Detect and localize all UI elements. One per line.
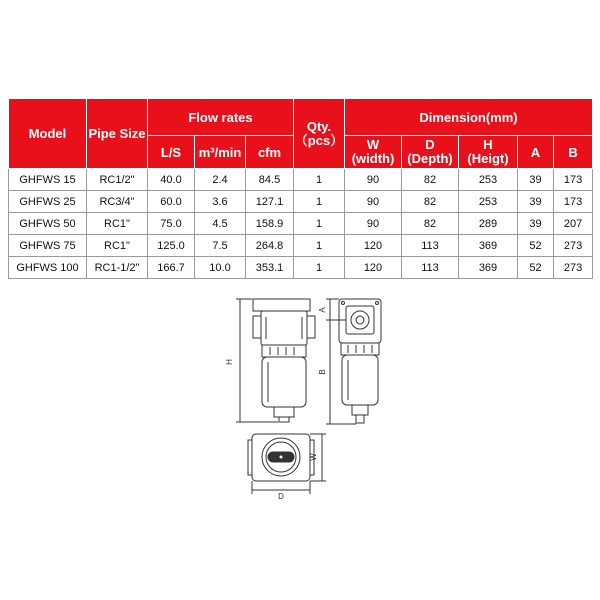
cell-w: 120	[345, 257, 402, 279]
header-flow-rates: Flow rates	[148, 99, 294, 136]
top-view-left-port	[248, 440, 252, 475]
header-ls: L/S	[148, 136, 195, 169]
cell-cfm: 264.8	[246, 235, 294, 257]
d-dimension-label: D	[278, 492, 284, 501]
cell-cfm: 353.1	[246, 257, 294, 279]
front-view-top-cap	[253, 299, 310, 311]
cell-w: 90	[345, 191, 402, 213]
header-model: Model	[9, 99, 87, 169]
cell-cfm: 158.9	[246, 213, 294, 235]
side-view-bowl	[342, 355, 378, 405]
cell-w: 90	[345, 169, 402, 191]
cell-pipe: RC3/4"	[87, 191, 148, 213]
cell-a: 39	[518, 169, 554, 191]
header-cfm: cfm	[246, 136, 294, 169]
side-view-drain-valve	[356, 415, 364, 423]
cell-pipe: RC1-1/2"	[87, 257, 148, 279]
cell-d: 82	[402, 191, 459, 213]
cell-qty: 1	[294, 169, 345, 191]
header-dimension: Dimension(mm)	[345, 99, 593, 136]
side-view-port-hole	[356, 316, 364, 324]
cell-model: GHFWS 100	[9, 257, 87, 279]
front-view-left-port	[253, 316, 261, 338]
header-a: A	[518, 136, 554, 169]
cell-h: 289	[459, 213, 518, 235]
cell-b: 173	[554, 169, 593, 191]
cell-model: GHFWS 25	[9, 191, 87, 213]
side-view-collar	[341, 343, 379, 355]
header-d-line1: D	[425, 137, 435, 152]
side-view-collar-ribs	[348, 345, 372, 353]
header-h-line1: H	[483, 137, 493, 152]
header-qty-line1: Qty.	[306, 118, 332, 134]
side-view-bolt	[342, 302, 345, 305]
cell-qty: 1	[294, 213, 345, 235]
front-view-drain	[274, 407, 294, 417]
cell-b: 173	[554, 191, 593, 213]
header-d-line2: (Depth)	[407, 151, 453, 166]
cell-b: 273	[554, 257, 593, 279]
cell-a: 52	[518, 257, 554, 279]
cell-m3: 4.5	[195, 213, 246, 235]
front-view-bowl	[262, 357, 306, 407]
h-dimension-label: H	[225, 359, 234, 365]
cell-a: 39	[518, 213, 554, 235]
header-w-line1: W	[366, 137, 380, 152]
cell-h: 253	[459, 169, 518, 191]
w-dimension-label: W	[309, 453, 318, 461]
cell-b: 273	[554, 235, 593, 257]
cell-ls: 60.0	[148, 191, 195, 213]
cell-qty: 1	[294, 235, 345, 257]
side-view-port-ring	[351, 311, 369, 329]
cell-ls: 166.7	[148, 257, 195, 279]
cell-pipe: RC1"	[87, 235, 148, 257]
header-pipe-size: Pipe Size	[87, 99, 148, 169]
cell-model: GHFWS 75	[9, 235, 87, 257]
cell-m3: 10.0	[195, 257, 246, 279]
cell-model: GHFWS 50	[9, 213, 87, 235]
cell-m3: 7.5	[195, 235, 246, 257]
cell-m3: 2.4	[195, 169, 246, 191]
cell-pipe: RC1/2"	[87, 169, 148, 191]
cell-a: 39	[518, 191, 554, 213]
cell-d: 113	[402, 257, 459, 279]
header-h-line2: (Heigt)	[467, 151, 509, 166]
cell-b: 207	[554, 213, 593, 235]
top-view-knob-center	[279, 455, 283, 459]
side-view-bolt	[376, 302, 379, 305]
cell-d: 82	[402, 169, 459, 191]
front-view-head	[261, 311, 307, 345]
side-view-port-frame	[346, 306, 374, 334]
top-view	[248, 434, 326, 494]
front-view-collar-ribs	[270, 347, 294, 355]
front-view-drain-valve	[279, 417, 289, 422]
side-view-drain	[352, 405, 368, 415]
cell-m3: 3.6	[195, 191, 246, 213]
front-view-right-port	[307, 316, 315, 338]
header-m3min: m³/min	[195, 136, 246, 169]
cell-cfm: 127.1	[246, 191, 294, 213]
a-dimension-label: A	[318, 307, 327, 313]
cell-qty: 1	[294, 191, 345, 213]
cell-a: 52	[518, 235, 554, 257]
cell-d: 113	[402, 235, 459, 257]
header-w-line2: (width)	[351, 151, 395, 166]
cell-d: 82	[402, 213, 459, 235]
header-qty-line2: （pcs）	[294, 132, 344, 148]
cell-pipe: RC1"	[87, 213, 148, 235]
cell-w: 120	[345, 235, 402, 257]
cell-ls: 125.0	[148, 235, 195, 257]
cell-qty: 1	[294, 257, 345, 279]
cell-w: 90	[345, 213, 402, 235]
cell-h: 369	[459, 235, 518, 257]
b-dimension-label: B	[318, 369, 327, 375]
cell-ls: 40.0	[148, 169, 195, 191]
front-view	[236, 299, 315, 422]
front-view-collar	[262, 345, 306, 357]
header-b: B	[554, 136, 593, 169]
cell-ls: 75.0	[148, 213, 195, 235]
cell-model: GHFWS 15	[9, 169, 87, 191]
side-view	[326, 299, 381, 424]
cell-h: 369	[459, 257, 518, 279]
cell-cfm: 84.5	[246, 169, 294, 191]
cell-h: 253	[459, 191, 518, 213]
